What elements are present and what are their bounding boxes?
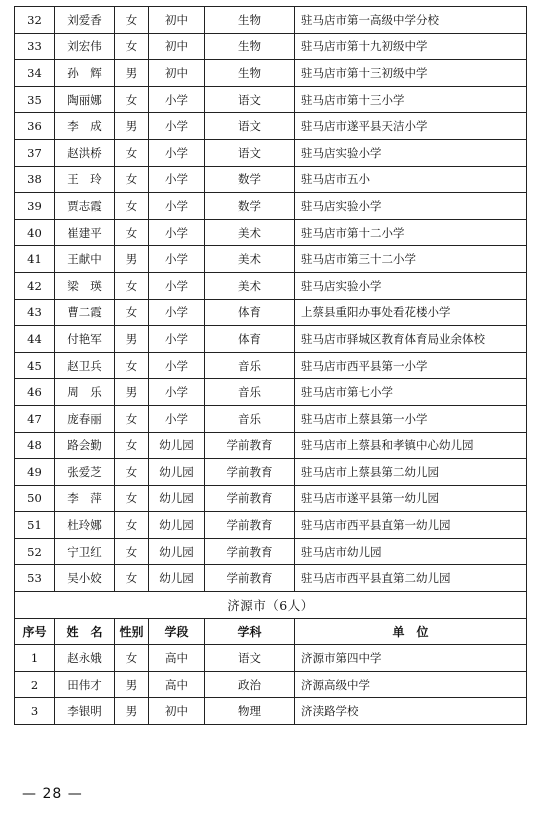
cell-subject: 学前教育 bbox=[205, 512, 295, 539]
roster-part2 bbox=[15, 645, 527, 725]
table-row bbox=[15, 538, 527, 565]
cell-gender: 女 bbox=[115, 405, 149, 432]
cell-subject: 语文 bbox=[205, 86, 295, 113]
cell-gender: 男 bbox=[115, 113, 149, 140]
cell-subject: 学前教育 bbox=[205, 538, 295, 565]
cell-no: 39 bbox=[15, 193, 55, 220]
cell-name: 梁 瑛 bbox=[55, 272, 115, 299]
cell-name: 曹二霞 bbox=[55, 299, 115, 326]
cell-gender: 女 bbox=[115, 512, 149, 539]
cell-no: 35 bbox=[15, 86, 55, 113]
table-row bbox=[15, 512, 527, 539]
cell-name: 吴小姣 bbox=[55, 565, 115, 592]
cell-name: 贾志霞 bbox=[55, 193, 115, 220]
cell-no: 45 bbox=[15, 352, 55, 379]
cell-subject: 生物 bbox=[205, 7, 295, 34]
cell-level: 小学 bbox=[149, 379, 205, 406]
cell-level: 小学 bbox=[149, 405, 205, 432]
header-no: 序号 bbox=[15, 618, 55, 645]
cell-unit: 驻马店市遂平县第一幼儿园 bbox=[295, 485, 527, 512]
cell-level: 小学 bbox=[149, 86, 205, 113]
cell-level: 初中 bbox=[149, 7, 205, 34]
table-row bbox=[15, 7, 527, 34]
cell-name: 杜玲娜 bbox=[55, 512, 115, 539]
cell-gender: 男 bbox=[115, 326, 149, 353]
cell-subject: 美术 bbox=[205, 272, 295, 299]
cell-name: 崔建平 bbox=[55, 219, 115, 246]
cell-level: 小学 bbox=[149, 166, 205, 193]
cell-unit: 驻马店市西平县直第一幼儿园 bbox=[295, 512, 527, 539]
table-row bbox=[15, 698, 527, 725]
cell-unit: 上蔡县重阳办事处看花楼小学 bbox=[295, 299, 527, 326]
cell-subject: 数学 bbox=[205, 166, 295, 193]
cell-name: 李 成 bbox=[55, 113, 115, 140]
cell-level: 初中 bbox=[149, 60, 205, 87]
cell-name: 孙 辉 bbox=[55, 60, 115, 87]
table-row bbox=[15, 139, 527, 166]
cell-no: 32 bbox=[15, 7, 55, 34]
cell-level: 幼儿园 bbox=[149, 485, 205, 512]
cell-gender: 女 bbox=[115, 565, 149, 592]
cell-unit: 济源高级中学 bbox=[295, 671, 527, 698]
cell-gender: 女 bbox=[115, 33, 149, 60]
cell-subject: 学前教育 bbox=[205, 432, 295, 459]
cell-gender: 女 bbox=[115, 352, 149, 379]
cell-name: 付艳军 bbox=[55, 326, 115, 353]
table-row bbox=[15, 33, 527, 60]
table-row bbox=[15, 485, 527, 512]
cell-gender: 女 bbox=[115, 7, 149, 34]
table-row bbox=[15, 645, 527, 672]
cell-name: 路会勤 bbox=[55, 432, 115, 459]
cell-no: 1 bbox=[15, 645, 55, 672]
cell-level: 小学 bbox=[149, 219, 205, 246]
section-title: 济源市（6人） bbox=[15, 592, 527, 619]
table-row bbox=[15, 193, 527, 220]
cell-gender: 女 bbox=[115, 485, 149, 512]
cell-subject: 音乐 bbox=[205, 352, 295, 379]
cell-name: 王献中 bbox=[55, 246, 115, 273]
cell-unit: 驻马店市上蔡县和孝镇中心幼儿园 bbox=[295, 432, 527, 459]
cell-no: 53 bbox=[15, 565, 55, 592]
table-row bbox=[15, 326, 527, 353]
cell-name: 王 玲 bbox=[55, 166, 115, 193]
cell-no: 43 bbox=[15, 299, 55, 326]
cell-subject: 美术 bbox=[205, 246, 295, 273]
cell-gender: 女 bbox=[115, 193, 149, 220]
cell-no: 3 bbox=[15, 698, 55, 725]
cell-level: 初中 bbox=[149, 698, 205, 725]
cell-unit: 驻马店市第三十二小学 bbox=[295, 246, 527, 273]
cell-unit: 济渎路学校 bbox=[295, 698, 527, 725]
cell-unit: 驻马店市第一高级中学分校 bbox=[295, 7, 527, 34]
cell-subject: 生物 bbox=[205, 33, 295, 60]
cell-subject: 体育 bbox=[205, 326, 295, 353]
cell-unit: 驻马店市第十二小学 bbox=[295, 219, 527, 246]
cell-unit: 驻马店市第十三小学 bbox=[295, 86, 527, 113]
cell-gender: 女 bbox=[115, 299, 149, 326]
cell-name: 李银明 bbox=[55, 698, 115, 725]
cell-level: 小学 bbox=[149, 299, 205, 326]
cell-no: 2 bbox=[15, 671, 55, 698]
roster-table bbox=[14, 6, 527, 725]
cell-unit: 驻马店市上蔡县第一小学 bbox=[295, 405, 527, 432]
cell-no: 50 bbox=[15, 485, 55, 512]
cell-unit: 驻马店实验小学 bbox=[295, 139, 527, 166]
cell-name: 刘爱香 bbox=[55, 7, 115, 34]
table-row bbox=[15, 272, 527, 299]
cell-gender: 女 bbox=[115, 538, 149, 565]
cell-gender: 女 bbox=[115, 272, 149, 299]
cell-subject: 音乐 bbox=[205, 379, 295, 406]
cell-level: 小学 bbox=[149, 113, 205, 140]
cell-level: 小学 bbox=[149, 193, 205, 220]
cell-no: 36 bbox=[15, 113, 55, 140]
table-row bbox=[15, 299, 527, 326]
cell-level: 高中 bbox=[149, 645, 205, 672]
cell-unit: 济源市第四中学 bbox=[295, 645, 527, 672]
cell-level: 初中 bbox=[149, 33, 205, 60]
cell-level: 小学 bbox=[149, 352, 205, 379]
cell-name: 宁卫红 bbox=[55, 538, 115, 565]
cell-level: 幼儿园 bbox=[149, 512, 205, 539]
cell-name: 赵永娥 bbox=[55, 645, 115, 672]
cell-subject: 语文 bbox=[205, 645, 295, 672]
cell-name: 田伟才 bbox=[55, 671, 115, 698]
cell-gender: 女 bbox=[115, 86, 149, 113]
cell-subject: 体育 bbox=[205, 299, 295, 326]
cell-level: 小学 bbox=[149, 326, 205, 353]
cell-no: 47 bbox=[15, 405, 55, 432]
table-row bbox=[15, 113, 527, 140]
cell-subject: 语文 bbox=[205, 113, 295, 140]
cell-unit: 驻马店市遂平县天洁小学 bbox=[295, 113, 527, 140]
cell-unit: 驻马店市上蔡县第二幼儿园 bbox=[295, 459, 527, 486]
table-row bbox=[15, 86, 527, 113]
cell-gender: 女 bbox=[115, 219, 149, 246]
table-row bbox=[15, 352, 527, 379]
header-subject: 学科 bbox=[205, 618, 295, 645]
header-level: 学段 bbox=[149, 618, 205, 645]
cell-no: 44 bbox=[15, 326, 55, 353]
cell-gender: 男 bbox=[115, 246, 149, 273]
cell-no: 41 bbox=[15, 246, 55, 273]
cell-no: 51 bbox=[15, 512, 55, 539]
cell-unit: 驻马店市五小 bbox=[295, 166, 527, 193]
cell-level: 幼儿园 bbox=[149, 565, 205, 592]
header-gender: 性别 bbox=[115, 618, 149, 645]
table-row bbox=[15, 379, 527, 406]
cell-no: 38 bbox=[15, 166, 55, 193]
cell-no: 37 bbox=[15, 139, 55, 166]
cell-subject: 语文 bbox=[205, 139, 295, 166]
cell-level: 幼儿园 bbox=[149, 538, 205, 565]
cell-unit: 驻马店市西平县直第二幼儿园 bbox=[295, 565, 527, 592]
cell-no: 42 bbox=[15, 272, 55, 299]
cell-level: 小学 bbox=[149, 246, 205, 273]
cell-gender: 男 bbox=[115, 60, 149, 87]
cell-unit: 驻马店实验小学 bbox=[295, 193, 527, 220]
cell-no: 46 bbox=[15, 379, 55, 406]
cell-name: 周 乐 bbox=[55, 379, 115, 406]
cell-level: 高中 bbox=[149, 671, 205, 698]
cell-subject: 物理 bbox=[205, 698, 295, 725]
section-jiyuan bbox=[15, 592, 527, 645]
cell-subject: 学前教育 bbox=[205, 565, 295, 592]
header-unit: 单 位 bbox=[295, 618, 527, 645]
cell-name: 刘宏伟 bbox=[55, 33, 115, 60]
cell-gender: 女 bbox=[115, 166, 149, 193]
cell-subject: 学前教育 bbox=[205, 459, 295, 486]
cell-no: 49 bbox=[15, 459, 55, 486]
cell-subject: 生物 bbox=[205, 60, 295, 87]
cell-level: 幼儿园 bbox=[149, 459, 205, 486]
header-name: 姓 名 bbox=[55, 618, 115, 645]
cell-gender: 女 bbox=[115, 645, 149, 672]
table-row bbox=[15, 60, 527, 87]
cell-no: 52 bbox=[15, 538, 55, 565]
cell-level: 幼儿园 bbox=[149, 432, 205, 459]
cell-unit: 驻马店市第七小学 bbox=[295, 379, 527, 406]
cell-subject: 音乐 bbox=[205, 405, 295, 432]
cell-gender: 男 bbox=[115, 698, 149, 725]
cell-level: 小学 bbox=[149, 139, 205, 166]
cell-name: 赵卫兵 bbox=[55, 352, 115, 379]
cell-unit: 驻马店市幼儿园 bbox=[295, 538, 527, 565]
table-row bbox=[15, 565, 527, 592]
cell-no: 34 bbox=[15, 60, 55, 87]
section-header-row bbox=[15, 592, 527, 619]
cell-name: 庞春丽 bbox=[55, 405, 115, 432]
cell-gender: 女 bbox=[115, 459, 149, 486]
cell-subject: 美术 bbox=[205, 219, 295, 246]
cell-gender: 女 bbox=[115, 139, 149, 166]
cell-name: 李 萍 bbox=[55, 485, 115, 512]
table-row bbox=[15, 671, 527, 698]
table-row bbox=[15, 405, 527, 432]
table-row bbox=[15, 219, 527, 246]
cell-name: 赵洪桥 bbox=[55, 139, 115, 166]
cell-gender: 男 bbox=[115, 379, 149, 406]
cell-unit: 驻马店市第十三初级中学 bbox=[295, 60, 527, 87]
cell-unit: 驻马店市驿城区教育体育局业余体校 bbox=[295, 326, 527, 353]
cell-subject: 政治 bbox=[205, 671, 295, 698]
cell-name: 张爱芝 bbox=[55, 459, 115, 486]
cell-unit: 驻马店市第十九初级中学 bbox=[295, 33, 527, 60]
cell-unit: 驻马店市西平县第一小学 bbox=[295, 352, 527, 379]
cell-subject: 学前教育 bbox=[205, 485, 295, 512]
cell-no: 40 bbox=[15, 219, 55, 246]
table-row bbox=[15, 246, 527, 273]
cell-subject: 数学 bbox=[205, 193, 295, 220]
cell-no: 33 bbox=[15, 33, 55, 60]
cell-gender: 男 bbox=[115, 671, 149, 698]
page-number: — 28 — bbox=[22, 786, 83, 802]
cell-level: 小学 bbox=[149, 272, 205, 299]
cell-name: 陶丽娜 bbox=[55, 86, 115, 113]
cell-gender: 女 bbox=[115, 432, 149, 459]
table-row bbox=[15, 166, 527, 193]
cell-unit: 驻马店实验小学 bbox=[295, 272, 527, 299]
cell-no: 48 bbox=[15, 432, 55, 459]
column-header-row bbox=[15, 618, 527, 645]
table-row bbox=[15, 459, 527, 486]
table-row bbox=[15, 432, 527, 459]
roster-part1 bbox=[15, 7, 527, 592]
